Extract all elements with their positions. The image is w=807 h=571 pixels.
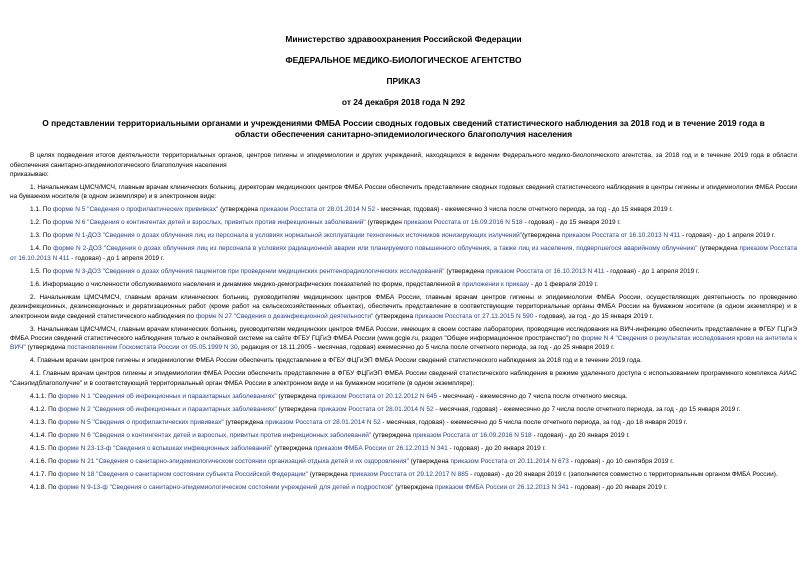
- paragraph-1-2: [10, 218, 797, 227]
- text: 4.1.5. По: [30, 444, 59, 452]
- text: (утверждена: [272, 444, 314, 452]
- text: 2. Начальникам ЦМСЧ/МСЧ, главным врачам клинических больниц, руководителям медицинских центров ФМБА России, главным врачам центров гигиены и эпидемиологии ФМБА России, осуществляющих деятельность по проведению дезинфекционных, дезинсекционных и дератизационных работ (кроме работ на сельскохозяйственных объектах), обеспечить представление в соответствующие территориальные органы ФМБА России на бумажном носителе (в одном экземпляре) и в электронном виде сведений статистического наблюдения по: [10, 293, 797, 320]
- link-order-appendix[interactable]: приложении к приказу: [462, 280, 530, 288]
- text: 1.6. Информацию о численности обслуживаемого населения и динамике медико-демографических показателей по форме, представленной в: [30, 280, 463, 288]
- text: - годовая), за год - до 15 января 2019 г.: [533, 312, 654, 320]
- text: (утверждена: [408, 457, 451, 465]
- text: (утверждена: [218, 206, 260, 214]
- text: (утверждена: [393, 483, 435, 491]
- paragraph-intro: В целях подведения итогов деятельности территориальных органов, центров гигиены и эпидемиологии и других учреждений, находящихся в ведении Федерального медико-биологического агентства, за 2018 год и в течение 2019 года в области обеспечения санитарно-эпидемиологического благополучия населения: [10, 152, 797, 169]
- text: - годовая) - до 1 апреля 2019 г.: [680, 232, 776, 240]
- text: - годовая) - до 20 января 2019 г.: [531, 431, 630, 439]
- link-form-3-doz[interactable]: форме N 3-ДОЗ "Сведения о дозах облучения пациентов при проведении медицинских рентгенорадиологических исследований": [52, 267, 445, 275]
- text: - месячная) - ежемесячно до 7 числа после отчетного месяца.: [437, 392, 628, 400]
- link-rosstat-order[interactable]: приказом Росстата от 29.12.2017 N 885: [349, 470, 469, 478]
- text: (утверждена: [307, 470, 350, 478]
- paragraph-4: 4. Главным врачам центров гигиены и эпидемиологии ФМБА России обеспечить представление в ФГБУ ФЦГиЭП ФМБА России сведений статистического наблюдения за 2018 год и в течение 2019 года.: [30, 357, 642, 365]
- link-rosstat-order[interactable]: приказом Росстата от 20.12.2012 N 645: [318, 392, 438, 400]
- text: (утверждена: [371, 431, 413, 439]
- link-rosstat-order[interactable]: приказом Росстата от 28.01.2014 N 52: [318, 405, 434, 413]
- text: (утверждена: [522, 232, 562, 240]
- link-rosstat-order[interactable]: приказом Росстата от 27.11.2015 N 590: [414, 312, 534, 320]
- text: - годовая) - до 1 апреля 2019 г.: [69, 254, 165, 262]
- paragraph-4-1-1: [10, 392, 797, 401]
- paragraph-1-5: [10, 267, 797, 276]
- text: 3. Начальникам ЦМСЧ/МСЧ, главным врачам клинических больниц, руководителям медицинских центров ФМБА России, имеющих в своем составе лаборатории, проводящие исследования на ВИЧ-инфекцию обеспечить представление в ФГБУ ГЦГиЭ ФМБА России сведений статистического наблюдения только в онлайновой системе на сайте ФГБУ ГЦГиЭ ФМБА России (www.gcgie.ru, раздел "Общее информационное пространство") по: [10, 325, 797, 343]
- link-form-6[interactable]: форме N 6 "Сведения о контингентах детей и взрослых, привитых против инфекционных заболеваний": [58, 431, 372, 439]
- link-rosstat-order[interactable]: приказом Росстата от 16.10.2013 N 411: [10, 245, 798, 262]
- text: - месячная, годовая) - ежемесячно до 7 числа после отчетного периода, за год - до 15 января 2019 г.: [433, 405, 741, 413]
- paragraph-1-6: [10, 280, 797, 289]
- text: - годовая) - до 20 января 2019 г.: [447, 444, 546, 452]
- text: 1.3. По: [30, 232, 53, 240]
- text: - месячная, годовая) - ежемесячно 3 числа после отчетного периода, за год - до 15 января 2019 г.: [375, 206, 673, 214]
- text: (утверждена: [276, 392, 319, 400]
- paragraph-4-1-8: [10, 483, 797, 492]
- link-fmba-order[interactable]: приказом ФМБА России от 26.12.2013 N 341: [434, 483, 569, 491]
- link-rosstat-order[interactable]: приказом Росстата от 20.11.2014 N 673: [450, 457, 569, 465]
- paragraph-4-1-3: [10, 418, 797, 427]
- paragraph-2: [10, 293, 797, 321]
- text: , редакция от 18.11.2005 - месячная, годовая) ежемесячно до 5 числа после отчетного периода, за год - до 25 января 2019 г.: [237, 344, 615, 352]
- paragraph-3: [10, 325, 797, 353]
- text: - годовая) - до 10 сентября 2019 г.: [568, 457, 674, 465]
- text: - месячная, годовая) - ежемесячно до 5 числа после отчетного периода, за год - до 18 января 2019 г.: [380, 418, 688, 426]
- paragraph-order: приказываю:: [10, 171, 49, 178]
- text: 1.5. По: [30, 267, 53, 275]
- link-form-18[interactable]: форме N 18 "Сведения о санитарном состоянии субъекта Российской Федерации": [58, 470, 308, 478]
- link-form-4[interactable]: форме N 4 "Сведения о результатах исследования крови на антитела к ВИЧ": [10, 335, 797, 352]
- text: - до 1 февраля 2019 г.: [529, 280, 598, 288]
- text: (утверждена: [697, 245, 740, 253]
- link-rosstat-order[interactable]: приказом Росстата от 16.10.2013 N 411: [486, 267, 605, 275]
- text: - годовая) - до 15 января 2019 г.: [522, 219, 621, 227]
- document-date-number: от 24 декабря 2018 года N 292: [341, 97, 466, 107]
- link-fmba-order[interactable]: приказом ФМБА России от 26.12.2013 N 341: [313, 444, 448, 452]
- paragraph-1-3: [10, 231, 797, 240]
- text: (утвержден: [365, 219, 404, 227]
- link-rosstat-order[interactable]: приказом Росстата от 16.09.2016 N 518: [403, 219, 523, 227]
- text: 4.1.8. По: [30, 483, 59, 491]
- link-form-5[interactable]: форме N 5 "Сведения о профилактических прививках": [58, 418, 224, 426]
- link-rosstat-order[interactable]: приказом Росстата от 16.09.2016 N 518: [412, 431, 532, 439]
- document-title: О представлении территориальными органами и учреждениями ФМБА России сводных годовых сведений статистического наблюдения за 2018 год и в течение 2019 года в области обеспечения санитарно-эпидемиологического благополучия населения: [42, 118, 765, 139]
- link-form-27[interactable]: форме N 27 "Сведения о дезинфекционной деятельности": [195, 312, 374, 320]
- text: - годовая) - до 20 января 2019 г. (заполняется совместно с территориальным органом ФМБА России).: [468, 470, 778, 478]
- link-form-1-doz[interactable]: форме N 1-ДОЗ "Сведения о дозах облучения лиц из персонала в условиях нормальной эксплуатации техногенных источников ионизирующих излучений": [52, 232, 523, 240]
- document-type: ПРИКАЗ: [386, 76, 421, 86]
- paragraph-1-1: [10, 205, 797, 214]
- text: 4.1.3. По: [30, 418, 59, 426]
- text: 4.1.4. По: [30, 431, 59, 439]
- link-form-5[interactable]: форме N 5 "Сведения о профилактических прививках": [52, 206, 219, 214]
- link-form-21[interactable]: форме N 21 "Сведения о санитарно-эпидемиологическом состоянии организаций отдыха детей и их оздоровления": [58, 457, 409, 465]
- paragraph-4-1-4: [10, 431, 797, 440]
- link-goskomstat-resolution[interactable]: постановлением Госкомстата России от 05.05.1999 N 30: [67, 344, 238, 352]
- text: (утверждена: [373, 312, 415, 320]
- text: - годовая) - до 20 января 2019 г.: [568, 483, 668, 491]
- link-rosstat-order[interactable]: приказом Росстата от 28.01.2014 N 52: [265, 418, 381, 426]
- text: 4.1.2. По: [30, 405, 59, 413]
- link-form-9-13-f[interactable]: форме N 9-13-ф "Сведения о санитарно-эпидемиологическом состоянии учреждений для детей и подростков": [58, 483, 394, 491]
- text: 4.1.1. По: [30, 392, 59, 400]
- link-form-23-13-f[interactable]: форме N 23-13-ф "Сведения о вспышках инфекционных заболеваний": [58, 444, 273, 452]
- text: 4.1.7. По: [30, 470, 59, 478]
- text: (утверждена: [444, 267, 487, 275]
- text: 1.1. По: [30, 206, 53, 214]
- text: 4.1.6. По: [30, 457, 59, 465]
- text: (утверждена: [276, 405, 319, 413]
- text: 1.4. По: [30, 245, 54, 253]
- paragraph-4-1: 4.1. Главным врачам центров гигиены и эпидемиологии ФМБА России обеспечить представление в ФГБУ ФЦГиЭП ФМБА России сведений статистического наблюдения в режиме удаленного доступа с использованием программного комплекса АИАС "Санэпидблагополучие" и в соответствующий территориальный орган ФМБА России в электронном виде и на бумажном носителе (в одном экземпляре):: [10, 370, 797, 387]
- link-form-2-doz[interactable]: форме N 2-ДОЗ "Сведения о дозах облучения лиц из персонала в условиях радиационной аварии или планируемого повышенного облучения, а также лиц из населения, подвергшегося аварийному облучению": [53, 245, 698, 253]
- ministry-name: Министерство здравоохранения Российской Федерации: [285, 34, 522, 44]
- link-rosstat-order[interactable]: приказом Росстата от 28.01.2014 N 52: [259, 206, 376, 214]
- paragraph-4-1-5: [10, 444, 797, 453]
- text: (утверждена: [25, 344, 68, 352]
- agency-name: ФЕДЕРАЛЬНОЕ МЕДИКО-БИОЛОГИЧЕСКОЕ АГЕНТСТВО: [285, 55, 522, 65]
- text: - годовая) - до 1 апреля 2019 г.: [604, 267, 700, 275]
- paragraph-1: 1. Начальникам ЦМСЧ/МСЧ, главным врачам клинических больниц, директорам медицинских центров ФМБА России обеспечить представление сводных годовых сведений статистического наблюдения в центры гигиены и эпидемиологии ФМБА России на бумажном носителе (в одном экземпляре) и в электронном виде:: [10, 184, 797, 201]
- link-form-2[interactable]: форме N 2 "Сведения об инфекционных и паразитарных заболеваниях": [58, 405, 277, 413]
- link-form-6[interactable]: форме N 6 "Сведения о контингентах детей и взрослых, привитых против инфекционных заболеваний": [52, 219, 366, 227]
- paragraph-4-1-7: [10, 470, 797, 479]
- link-form-1[interactable]: форме N 1 "Сведения об инфекционных и паразитарных заболеваниях": [58, 392, 277, 400]
- paragraph-1-4: [10, 244, 797, 263]
- paragraph-4-1-6: [10, 457, 797, 466]
- text: (утверждена: [223, 418, 266, 426]
- link-rosstat-order[interactable]: приказом Росстата от 16.10.2013 N 411: [561, 232, 681, 240]
- text: 1.2. По: [30, 219, 53, 227]
- paragraph-4-1-2: [10, 405, 797, 414]
